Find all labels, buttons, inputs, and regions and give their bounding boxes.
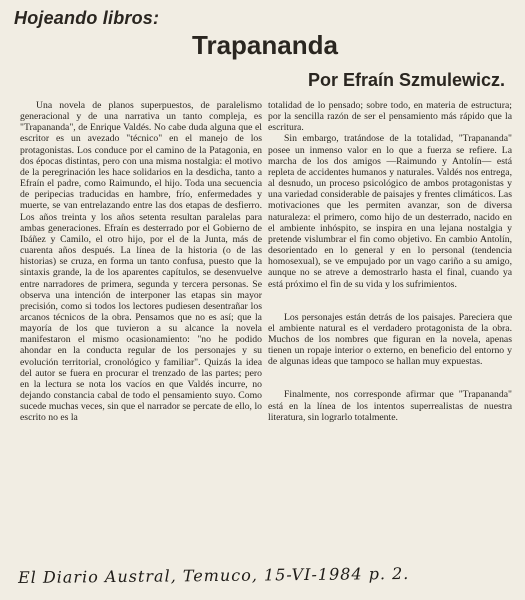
- paragraph-gap: [268, 367, 512, 389]
- paragraph-gap: [268, 290, 512, 312]
- paragraph: Una novela de planos superpuestos, de paralelismo generacional y de una narrativa un tanto compleja, es "Trapananda", de Enrique Valdés. No cabe duda alguna que el escritor es un avezado "técnico" en el manejo de los protagonistas. Los conduce por el camino de la Patagonia, en dos épocas distintas, pero con una misma nostalgia: el motivo de la peregrinación les hace solidarios en la desdicha, tanto a Efraín el padre, como Raimundo, el hijo. Toda una secuencia de peripecias traducidas en hambre, frío, enfermedades y muerte, se van entrelazando entre las dos etapas de desfierro. Los años treinta y los años setenta resultan paralelas para ambas generaciones. Efraín es desterrado por el Gobierno de Ibáñez y Camilo, el otro hijo, por el de la Junta, más de cuarenta años después. La línea de la historia (o de las historias) se cruza, en forma un tanto confusa, puesto que la sintaxis grande, la de los aparentes capítulos, se desenvuelve entre narradores de primera, segunda y tercera personas. Se observa una intención de interponer las etapas sin mayor precisión, como si todos los lectores pudiesen desentrañar los arcanos técnicos de la obra. Pensamos que no es así; que la mayoría de los que tuvieron a su alcance la novela manifestaron el mismo ocasionamiento: "no he podido ahondar en la conducta regular de los personajes y su evolución territorial, cronológico y familiar". Quizás la idea del autor se fuera en procurar el trenzado de las partes; pero en la lectura se nota los vacíos en que Valdés incurre, no dejando constancia cabal de todo el pensamiento suyo. Como sucede muchas veces, sin que el narrador se percate de ello, lo escrito no es la: [20, 100, 262, 424]
- paragraph: Sin embargo, tratándose de la totalidad, "Trapananda" posee un inmenso valor en lo que a fuerza se refiere. La marcha de los dos amigos —Raimundo y Antolín— está repleta de accidentes humanos y naturales. Valdés nos entrega, al desnudo, un proceso psicológico de ambos protagonistas y una variedad considerable de paisajes y frentes climáticos. Las motivaciones que les permiten avanzar, son de diversa naturaleza: el primero, como hijo de un desterrado, nacido en el ambiente inhóspito, se inspira en una lejana nostalgia y pretende vislumbrar el fin como objetivo. En cambio Antolín, desorientado en lo general y en lo personal (tendencia homosexual), se ve empujado por un vago cariño a su amigo, aunque no se atreve a demostrarlo hasta el final, cuando ya está próximo el fin de su vida y los sufrimientos.: [268, 133, 512, 290]
- article-byline: Por Efraín Szmulewicz.: [307, 70, 505, 90]
- article-title: Trapananda: [192, 30, 338, 60]
- column-right: [268, 100, 512, 423]
- paragraph: Los personajes están detrás de los paisajes. Pareciera que el ambiente natural es el verdadero protagonista de la obra. Muchos de los nombres que figuran en la novela, apenas tienen un ropaje interior o externo, en beneficio del entorno y de algunas ideas que tampoco se hallan muy expuestas.: [268, 311, 512, 368]
- paragraph: totalidad de lo pensado; sobre todo, en materia de estructura; por la sencilla razón de ser el pensamiento más rápido que la escritura.: [268, 100, 512, 134]
- handwritten-source-note: El Diario Austral, Temuco, 15-VI-1984 p. 2.: [17, 563, 410, 588]
- paragraph: Finalmente, nos corresponde afirmar que "Trapananda" está en la línea de los intentos superrealistas de nuestra literatura, sin lograrlo totalmente.: [268, 389, 512, 423]
- section-heading: Hojeando libros:: [14, 8, 160, 28]
- column-left: [20, 100, 262, 424]
